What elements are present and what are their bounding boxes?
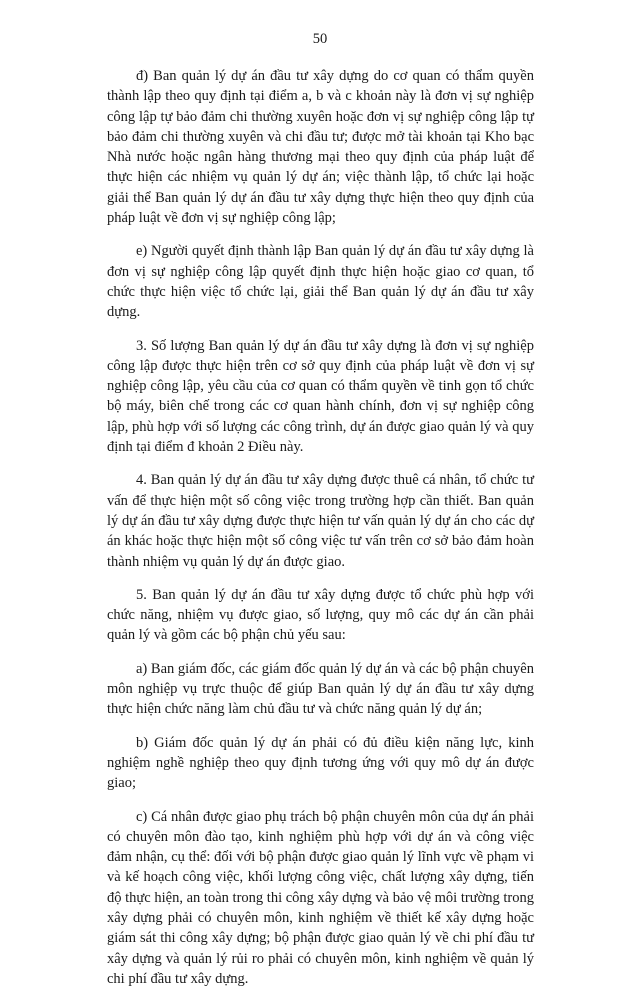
- paragraph-clause-5: 5. Ban quản lý dự án đầu tư xây dựng được tổ chức phù hợp với chức năng, nhiệm vụ được giao, số lượng, quy mô các dự án cần phải quản lý và gồm các bộ phận chủ yếu sau:: [107, 586, 534, 644]
- paragraph-e: e) Người quyết định thành lập Ban quản lý dự án đầu tư xây dựng là đơn vị sự nghiệp công lập quyết định thực hiện hoặc giao cơ quan, tổ chức thực hiện việc tổ chức lại, giải thể Ban quản lý dự án đầu tư xây dựng.: [107, 243, 534, 321]
- page-number: 50: [312, 31, 328, 47]
- paragraph-clause-4: 4. Ban quản lý dự án đầu tư xây dựng được thuê cá nhân, tổ chức tư vấn để thực hiện một số công việc trong trường hợp cần thiết. Ban quản lý dự án đầu tư xây dựng được thực hiện tư vấn quản lý dự án cho các dự án khác hoặc thực hiện một số công việc tư vấn trên cơ sở bảo đảm hoàn thành nhiệm vụ quản lý dự án được giao.: [107, 472, 534, 570]
- document-body: [107, 66, 534, 1002]
- paragraph-item-c: c) Cá nhân được giao phụ trách bộ phận chuyên môn của dự án phải có chuyên môn đào tạo, kinh nghiệm phù hợp với dự án và công việc đảm nhận, cụ thể: đối với bộ phận được giao quản lý lĩnh vực về phạm vi và kế hoạch công việc, khối lượng công việc, chất lượng xây dựng, tiến độ thực hiện, an toàn trong thi công xây dựng và bảo vệ môi trường trong xây dựng phải có chuyên môn, kinh nghiệm về thiết kế xây dựng hoặc giám sát thi công xây dựng; bộ phận được giao quản lý về chi phí đầu tư xây dựng và quản lý rủi ro phải có chuyên môn, kinh nghiệm về quản lý chi phí đầu tư xây dựng.: [107, 808, 534, 987]
- paragraph-item-b: b) Giám đốc quản lý dự án phải có đủ điều kiện năng lực, kinh nghiệm nghề nghiệp theo quy định tương ứng với quy mô dự án được giao;: [107, 734, 534, 792]
- paragraph-clause-3: 3. Số lượng Ban quản lý dự án đầu tư xây dựng là đơn vị sự nghiệp công lập được thực hiện trên cơ sở quy định của pháp luật về đơn vị sự nghiệp công lập, yêu cầu của cơ quan có thẩm quyền về tinh gọn tổ chức bộ máy, biên chế trong các cơ quan hành chính, đơn vị sự nghiệp công lập, phù hợp với số lượng các công trình, dự án được giao quản lý và quy định tại điểm đ khoản 2 Điều này.: [107, 337, 534, 456]
- paragraph-d: đ) Ban quản lý dự án đầu tư xây dựng do cơ quan có thẩm quyền thành lập theo quy định tại điểm a, b và c khoản này là đơn vị sự nghiệp công lập tự bảo đảm chi thường xuyên hoặc đơn vị sự nghiệp công lập tự bảo đảm chi thường xuyên và chi đầu tư; được mở tài khoản tại Kho bạc Nhà nước hoặc ngân hàng thương mại theo quy định của pháp luật để thực hiện các nhiệm vụ quản lý dự án; việc thành lập, tổ chức lại hoặc giải thể Ban quản lý dự án đầu tư xây dựng thực hiện theo quy định của pháp luật về đơn vị sự nghiệp công lập;: [107, 68, 534, 227]
- paragraph-item-a: a) Ban giám đốc, các giám đốc quản lý dự án và các bộ phận chuyên môn nghiệp vụ trực thuộc để giúp Ban quản lý dự án đầu tư xây dựng thực hiện chức năng làm chủ đầu tư và chức năng quản lý dự án;: [107, 660, 534, 718]
